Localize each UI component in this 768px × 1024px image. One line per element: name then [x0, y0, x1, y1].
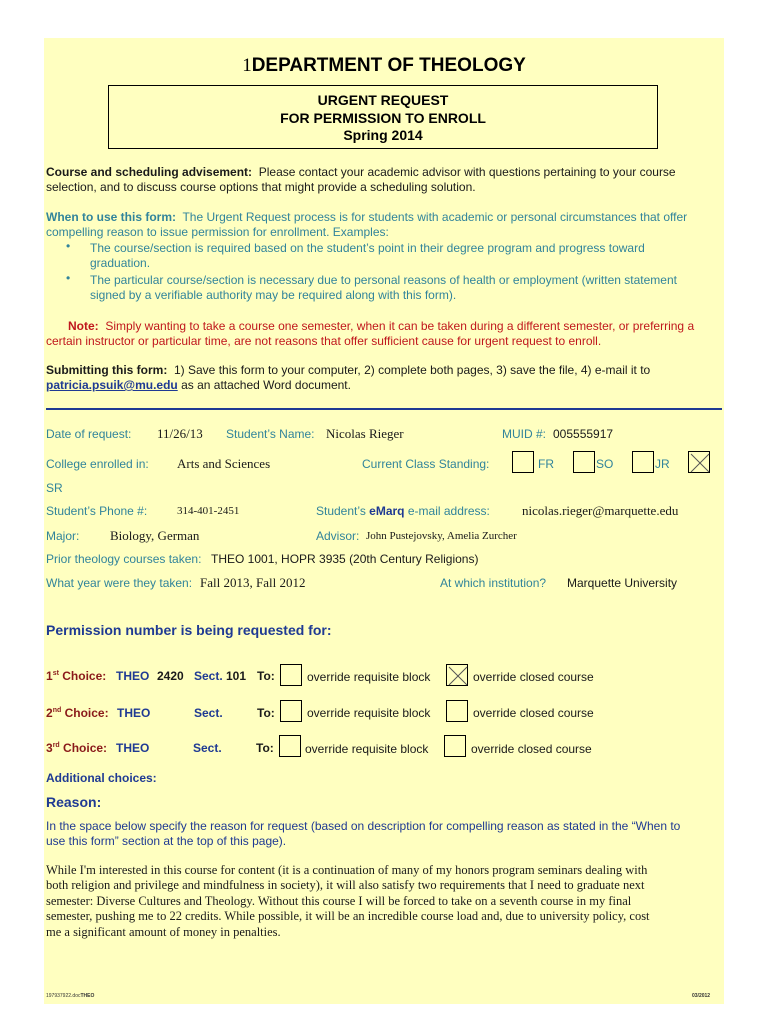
box-line-1: URGENT REQUEST — [317, 92, 449, 108]
major-label: Major: — [46, 529, 80, 543]
check-x-icon — [689, 452, 711, 474]
standing-jr-label: JR — [655, 457, 670, 471]
choice-2-requisite-checkbox[interactable] — [280, 700, 302, 722]
bullet-1-line-2: graduation. — [90, 256, 151, 270]
advisor-value[interactable]: John Pustejovsky, Amelia Zurcher — [366, 530, 517, 542]
choice-3-opt1: override requisite block — [305, 742, 429, 756]
reason-instr-2: use this form” section at the top of this page). — [46, 834, 287, 848]
choice-2-closed-checkbox[interactable] — [446, 700, 468, 722]
when-text-1: The Urgent Request process is for students with academic or personal circumstances that offer — [182, 210, 688, 224]
email-link[interactable]: patricia.psuik@mu.edu — [46, 378, 178, 392]
request-title-box — [108, 85, 658, 149]
date-label: Date of request: — [46, 427, 132, 441]
reason-instr-1: In the space below specify the reason for request (based on description for compelling reason as stated in the “When to — [46, 819, 681, 833]
institution-label: At which institution? — [440, 576, 547, 590]
reason-line-3: semester: Diverse Cultures and Theology. Without this course I will be forced to take on a seventh course in my final — [46, 893, 632, 908]
note-line-2: certain instructor or particular time, are not reasons that offer sufficient cause for urgent request to enroll. — [46, 334, 602, 348]
emarq-label-post: e-mail address: — [407, 504, 490, 518]
choice-2-opt1: override requisite block — [307, 706, 431, 720]
footer-right: 03/2012 — [692, 993, 711, 999]
muid-label: MUID #: — [502, 427, 547, 441]
choice-2-num: 2 — [46, 706, 53, 720]
choice-2-dept: THEO — [117, 706, 151, 720]
date-value[interactable]: 11/26/13 — [157, 426, 203, 441]
prior-label: Prior theology courses taken: — [46, 552, 202, 566]
submitting-text-1: 1) Save this form to your computer, 2) complete both pages, 3) save the file, 4) e-mail it to — [174, 363, 651, 377]
choice-3-requisite-checkbox[interactable] — [279, 735, 301, 757]
submitting-line-1 — [46, 363, 650, 377]
muid-value[interactable]: 005555917 — [553, 427, 614, 441]
choice-3-opt2: override closed course — [471, 742, 592, 756]
choice-2-sup: nd — [52, 707, 62, 714]
choice-1-opt1: override requisite block — [307, 670, 431, 684]
reason-line-4: semester, pushing me to 22 credits. While possible, it will be an incredible course load and, due to university policy, cost — [46, 909, 650, 924]
choice-1-label: Choice: — [62, 669, 107, 683]
department-title — [44, 55, 724, 77]
year-value[interactable]: Fall 2013, Fall 2012 — [200, 575, 306, 590]
choice-1-sect-label: Sect. — [194, 669, 223, 683]
year-label: What year were they taken: — [46, 576, 193, 590]
advisor-label: Advisor: — [316, 529, 360, 543]
bullet-2-line-1: The particular course/section is necessary due to personal reasons of health or employment (written statement — [90, 273, 677, 287]
name-value[interactable]: Nicolas Rieger — [326, 426, 404, 441]
box-line-2: FOR PERMISSION TO ENROLL — [280, 109, 486, 126]
choice-1-requisite-checkbox[interactable] — [280, 664, 302, 686]
standing-sr-checkbox[interactable] — [688, 451, 710, 473]
emarq-label — [316, 504, 490, 518]
title-text: DEPARTMENT OF THEOLOGY — [251, 55, 526, 76]
reason-line-5: me a significant amount of money in penalties. — [46, 924, 281, 939]
reason-line-2: both religion and privilege and mindfulness in society), it will also satisfy two requirements that I need to graduate next — [46, 878, 645, 893]
permission-heading: Permission number is being requested for: — [46, 622, 332, 638]
choice-1-num: 1 — [46, 669, 53, 683]
bullet-2-line-2: signed by a verifiable authority may be required along with this form). — [90, 288, 457, 302]
standing-fr-label: FR — [538, 457, 554, 471]
choice-3-closed-checkbox[interactable] — [444, 735, 466, 757]
choice-3-row — [46, 741, 107, 755]
standing-sr-label: SR — [46, 481, 63, 495]
when-label: When to use this form: — [46, 210, 176, 224]
choice-2-opt2: override closed course — [473, 706, 594, 720]
choice-2-to: To: — [257, 706, 275, 720]
submitting-label: Submitting this form: — [46, 363, 168, 377]
form-page — [44, 38, 724, 1004]
reason-heading: Reason: — [46, 794, 102, 810]
standing-label: Current Class Standing: — [362, 457, 490, 471]
choice-1-closed-checkbox[interactable] — [446, 664, 468, 686]
standing-so-checkbox[interactable] — [573, 451, 595, 473]
advisement-label: Course and scheduling advisement: — [46, 165, 253, 179]
section-divider — [46, 408, 722, 410]
when-line-1 — [46, 210, 687, 224]
note-text-1: Simply wanting to take a course one semester, when it can be taken during a different semester, or preferring a — [105, 319, 695, 333]
choice-3-sect-label: Sect. — [193, 741, 222, 755]
choice-1-to: To: — [257, 669, 275, 683]
choice-1-sup: st — [52, 670, 59, 677]
choice-2-label: Choice: — [64, 706, 109, 720]
choice-1-row — [46, 669, 106, 683]
choice-3-num: 3 — [46, 741, 53, 755]
standing-so-label: SO — [596, 457, 614, 471]
choice-3-label: Choice: — [63, 741, 108, 755]
title-prefix: 1 — [242, 55, 252, 76]
bullet-1-line-1: The course/section is required based on the student’s point in their degree program and progress toward — [90, 241, 645, 255]
standing-fr-checkbox[interactable] — [512, 451, 534, 473]
footer-bold: THEO — [80, 993, 95, 999]
prior-value[interactable]: THEO 1001, HOPR 3935 (20th Century Religions) — [211, 552, 479, 566]
choice-1-dept: THEO — [116, 669, 150, 683]
choice-1-opt2: override closed course — [473, 670, 594, 684]
bullet-dot-1: • — [66, 239, 71, 253]
bullet-dot-2: • — [66, 271, 71, 285]
advisement-line-1 — [46, 165, 676, 179]
note-label: Note: — [68, 319, 99, 333]
submitting-text-2: as an attached Word document. — [181, 378, 351, 392]
institution-value[interactable]: Marquette University — [567, 576, 678, 590]
submitting-line-2 — [46, 378, 351, 392]
choice-3-dept: THEO — [116, 741, 150, 755]
reason-line-1: While I'm interested in this course for content (it is a continuation of many of my honors program seminars dealing with — [46, 863, 648, 877]
emarq-value[interactable]: nicolas.rieger@marquette.edu — [522, 503, 679, 518]
choice-2-sect-label: Sect. — [194, 706, 223, 720]
name-label: Student’s Name: — [226, 427, 315, 441]
choice-1-sect[interactable]: 101 — [226, 669, 247, 683]
advisement-line-2: selection, and to discuss course options that might provide a scheduling solution. — [46, 180, 476, 194]
emarq-label-pre: Student’s — [316, 504, 366, 518]
note-line-1 — [68, 319, 694, 333]
footer-left — [46, 993, 94, 999]
phone-value[interactable]: 314-401-2451 — [177, 505, 240, 517]
choice-1-course[interactable]: 2420 — [157, 669, 184, 683]
choice-3-to: To: — [256, 741, 274, 755]
when-line-2: compelling reason to issue permission for enrollment. Examples: — [46, 225, 389, 239]
choice-2-row — [46, 706, 109, 720]
footer-code: 197937922.doc — [46, 993, 81, 999]
emarq-label-bold: eMarq — [369, 504, 405, 518]
phone-label: Student’s Phone #: — [46, 504, 148, 518]
additional-choices-label: Additional choices: — [46, 771, 157, 785]
check-x-icon — [447, 665, 469, 687]
choice-3-sup: rd — [52, 742, 60, 749]
advisement-text-1: Please contact your academic advisor with questions pertaining to your course — [258, 165, 676, 179]
college-value[interactable]: Arts and Sciences — [177, 456, 271, 471]
major-value[interactable]: Biology, German — [110, 528, 200, 543]
standing-jr-checkbox[interactable] — [632, 451, 654, 473]
box-line-3: Spring 2014 — [343, 127, 423, 143]
college-label: College enrolled in: — [46, 457, 149, 471]
